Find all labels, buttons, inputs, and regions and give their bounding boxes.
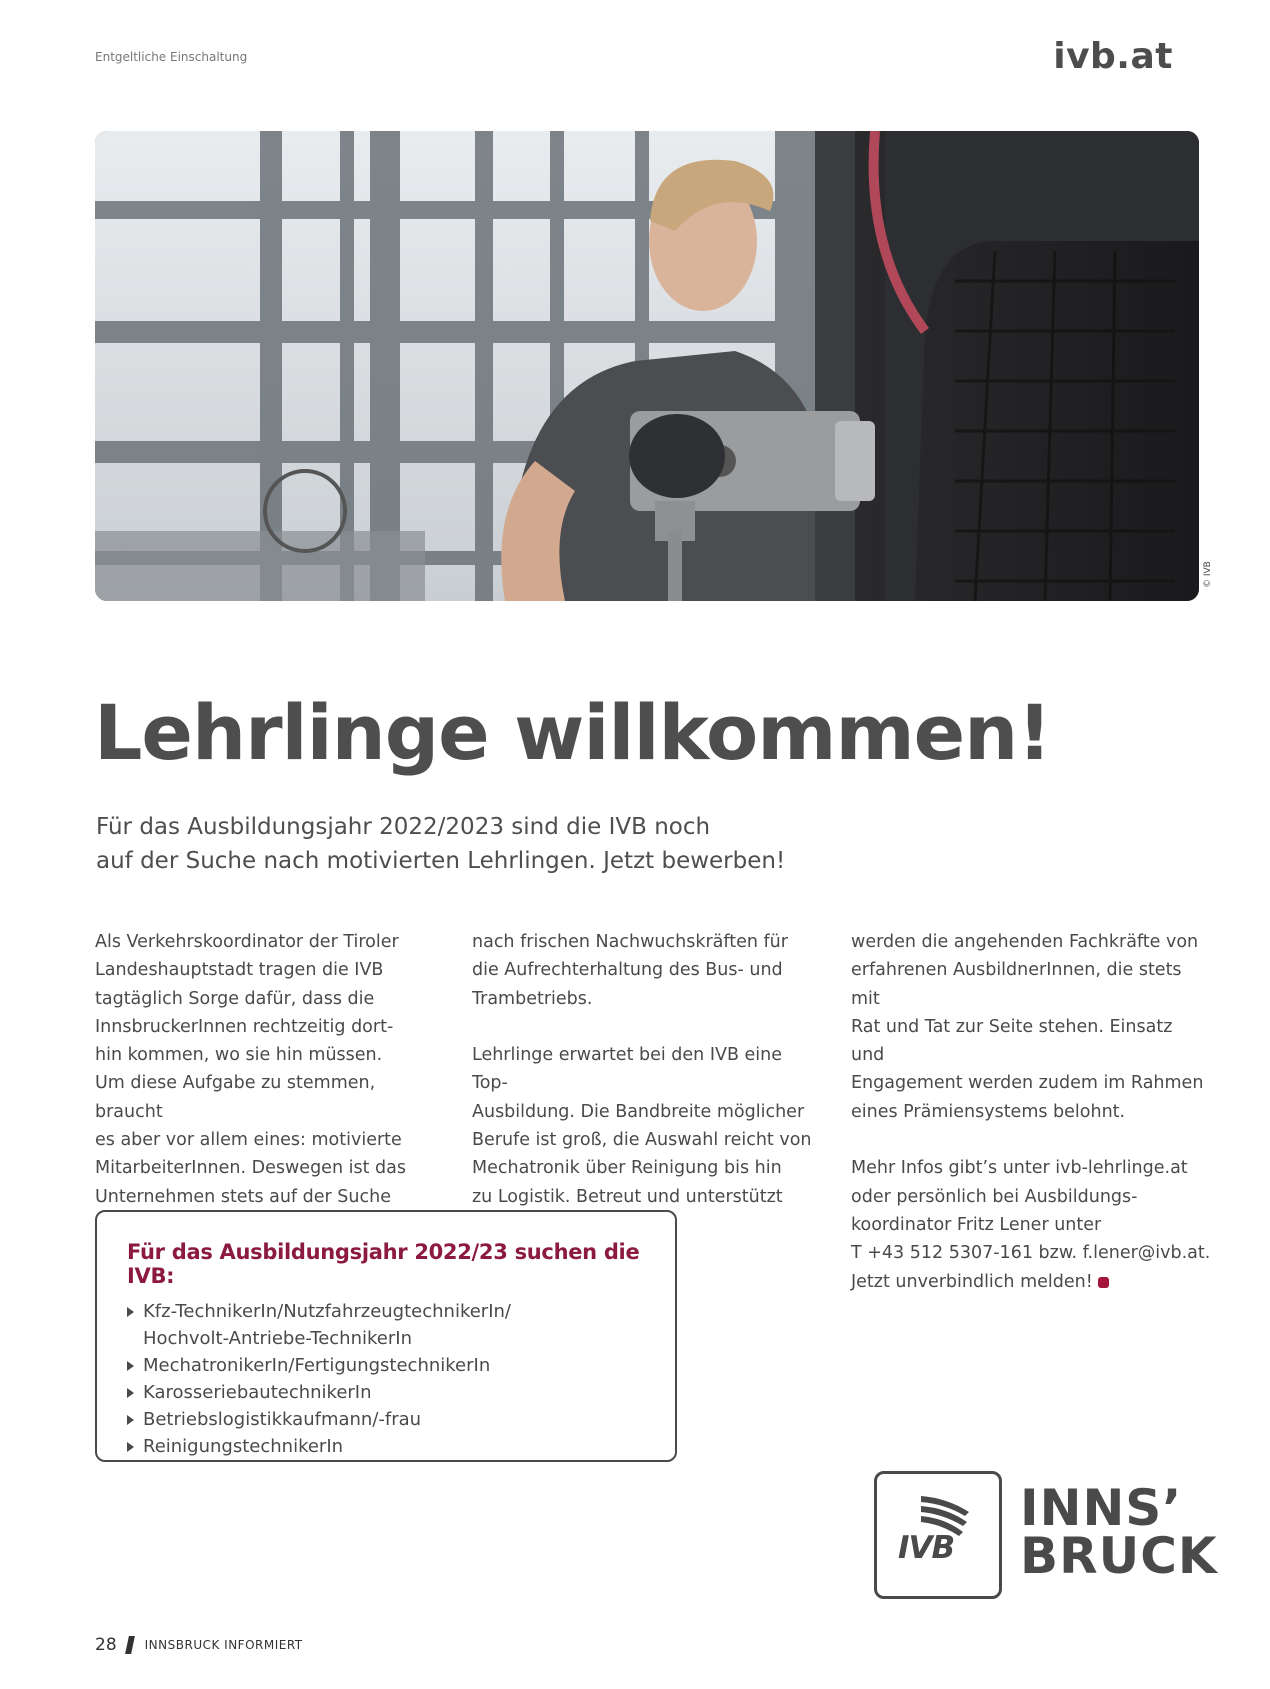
city-line: INNS’ [1020, 1479, 1183, 1537]
body-line: Landeshauptstadt tragen die IVB [95, 960, 384, 981]
innsbruck-logo [1020, 1479, 1218, 1585]
job-item: KarosseriebautechnikerIn [127, 1379, 645, 1406]
jobs-title: Für das Ausbildungsjahr 2022/23 suchen die IVB: [127, 1240, 640, 1288]
body-column-3 [851, 928, 1211, 1296]
body-line: Berufe ist groß, die Auswahl reicht von [472, 1130, 812, 1151]
publication-name: INNSBRUCK INFORMIERT [144, 1638, 303, 1652]
jobs-box [95, 1210, 677, 1462]
body-line: erfahrenen AusbildnerInnen, die stets mit [851, 960, 1182, 1009]
body-line: Trambetriebs. [472, 988, 593, 1009]
end-mark-icon [1098, 1277, 1109, 1288]
page-footer [95, 1635, 303, 1655]
job-item: Betriebslogistikkaufmann/-frau [127, 1406, 645, 1433]
body-line: es aber vor allem eines: motivierte [95, 1130, 402, 1151]
job-item: Kfz-TechnikerIn/NutzfahrzeugtechnikerIn/ [127, 1298, 645, 1325]
site-name: ivb.at [1053, 36, 1173, 77]
body-line: Ausbildung. Die Bandbreite möglicher [472, 1101, 805, 1122]
body-line: Lehrlinge erwartet bei den IVB eine Top- [472, 1045, 783, 1094]
lead-text [96, 810, 856, 878]
body-line: InnsbruckerInnen rechtzeitig dort- [95, 1016, 394, 1037]
body-line: die Aufrechterhaltung des Bus- und [472, 960, 783, 981]
body-line: koordinator Fritz Lener unter [851, 1214, 1102, 1235]
body-line: Als Verkehrskoordinator der Tiroler [95, 932, 399, 952]
body-line: Um diese Aufgabe zu stemmen, braucht [95, 1073, 376, 1122]
body-line: werden die angehenden Fachkräfte von [851, 932, 1199, 952]
body-line: T +43 512 5307-161 bzw. f.lener@ivb.at. [851, 1243, 1211, 1264]
city-line: BRUCK [1020, 1527, 1218, 1585]
body-line: Unternehmen stets auf der Suche [95, 1186, 391, 1207]
body-line: zu Logistik. Betreut und unterstützt [472, 1186, 783, 1207]
body-line-last [851, 1268, 1211, 1296]
body-line: Rat und Tat zur Seite stehen. Einsatz und [851, 1016, 1173, 1066]
body-line: Mehr Infos gibt’s unter ivb-lehrlinge.at [851, 1158, 1188, 1179]
body-column-2 [472, 928, 822, 1211]
job-item-continuation: Hochvolt-Antriebe-TechnikerIn [143, 1328, 412, 1349]
page-number: 28 [95, 1635, 117, 1655]
body-line: tagtäglich Sorge dafür, dass die [95, 988, 375, 1009]
body-line: eines Prämiensystems belohnt. [851, 1101, 1126, 1122]
body-column-1 [95, 928, 445, 1211]
body-line: MitarbeiterInnen. Deswegen ist das [95, 1158, 406, 1179]
advertorial-tag: Entgeltliche Einschaltung [95, 50, 248, 64]
body-line: oder persönlich bei Ausbildungs- [851, 1186, 1138, 1207]
call-to-action: Jetzt unverbindlich melden! [851, 1271, 1093, 1292]
ivb-logo-text: IVB [898, 1530, 955, 1566]
headline: Lehrlinge willkommen! [94, 688, 1051, 777]
body-line: nach frischen Nachwuchskräften für [472, 932, 788, 952]
photo-credit: © IVB [1203, 561, 1213, 588]
body-line: Mechatronik über Reinigung bis hin [472, 1158, 782, 1179]
body-line: hin kommen, wo sie hin müssen. [95, 1045, 383, 1066]
body-line: Engagement werden zudem im Rahmen [851, 1073, 1204, 1094]
jobs-list [127, 1298, 645, 1460]
job-item: ReinigungstechnikerIn [127, 1433, 645, 1460]
hero-photo [95, 131, 1199, 601]
lead-line: Für das Ausbildungsjahr 2022/2023 sind die IVB noch [96, 814, 711, 840]
job-item: MechatronikerIn/FertigungstechnikerIn [127, 1352, 645, 1379]
lead-line: auf der Suche nach motivierten Lehrlingen. Jetzt bewerben! [96, 848, 786, 874]
slash-icon [125, 1636, 135, 1654]
